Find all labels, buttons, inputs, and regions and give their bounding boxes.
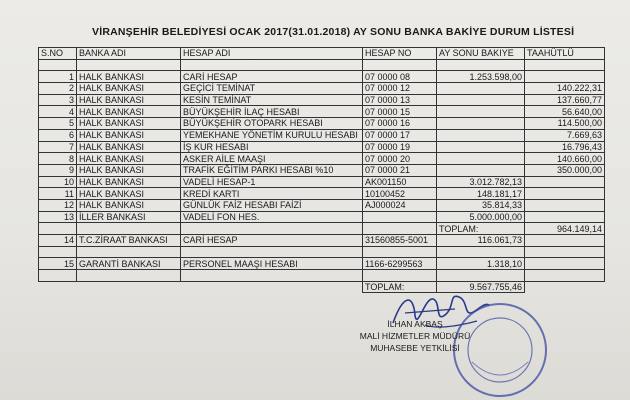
cell-sno: 15 xyxy=(39,258,77,270)
cell-balance: TOPLAM: xyxy=(437,223,525,235)
cell-committed: 114.500,00 xyxy=(525,118,605,130)
table-row xyxy=(39,246,605,258)
table-row xyxy=(39,188,605,200)
cell-sno: 5 xyxy=(39,118,77,130)
cell-bank-name: HALK BANKASI xyxy=(77,106,181,118)
cell-account-name: GEÇİCİ TEMİNAT xyxy=(181,83,363,95)
blank-cell xyxy=(525,281,605,293)
cell-account-name xyxy=(181,246,363,258)
header-account-no: HESAP NO xyxy=(363,48,437,60)
cell-committed: 56.640,00 xyxy=(525,106,605,118)
cell-sno xyxy=(39,223,77,235)
cell-account-name: VADELİ HESAP-1 xyxy=(181,176,363,188)
cell-account-name: YEMEKHANE YÖNETİM KURULU HESABI xyxy=(181,129,363,141)
cell-bank-name: HALK BANKASI xyxy=(77,83,181,95)
blank-cell xyxy=(39,281,77,293)
table-row xyxy=(39,129,605,141)
document-title: VİRANŞEHİR BELEDİYESİ OCAK 2017(31.01.2018) AY SONU BANKA BAKİYE DURUM LİSTESİ xyxy=(92,26,575,38)
cell-bank-name xyxy=(77,246,181,258)
header-committed: TAAHÜTLÜ xyxy=(525,48,605,60)
cell-balance: 5.000.000,00 xyxy=(437,211,525,223)
table-row xyxy=(39,59,605,71)
cell-account-name: BÜYÜKŞEHİR İLAÇ HESABI xyxy=(181,106,363,118)
cell-sno: 12 xyxy=(39,199,77,211)
cell-balance xyxy=(437,83,525,95)
cell-balance: 1.253.598,00 xyxy=(437,71,525,83)
cell-sno xyxy=(39,270,77,282)
cell-bank-name: HALK BANKASI xyxy=(77,176,181,188)
table-row xyxy=(39,270,605,282)
table-row xyxy=(39,211,605,223)
cell-committed: 140.222,31 xyxy=(525,83,605,95)
cell-account-no: 07 0000 15 xyxy=(363,106,437,118)
cell-bank-name: GARANTİ BANKASI xyxy=(77,258,181,270)
blank-cell xyxy=(77,281,181,293)
cell-bank-name: HALK BANKASI xyxy=(77,153,181,165)
cell-bank-name: HALK BANKASI xyxy=(77,118,181,130)
cell-account-name: CARİ HESAP xyxy=(181,235,363,247)
cell-bank-name: HALK BANKASI xyxy=(77,188,181,200)
cell-sno: 6 xyxy=(39,129,77,141)
grand-total-label: TOPLAM: xyxy=(363,281,437,293)
cell-committed xyxy=(525,59,605,71)
cell-balance xyxy=(437,118,525,130)
cell-sno: 1 xyxy=(39,71,77,83)
cell-committed: 7.669,63 xyxy=(525,129,605,141)
table-row xyxy=(39,258,605,270)
cell-bank-name: İLLER BANKASI xyxy=(77,211,181,223)
cell-account-no xyxy=(363,211,437,223)
cell-committed xyxy=(525,246,605,258)
cell-committed xyxy=(525,71,605,83)
cell-account-no: 07 0000 08 xyxy=(363,71,437,83)
cell-balance: 1.318,10 xyxy=(437,258,525,270)
cell-account-name: GÜNLÜK FAİZ HESABI FAİZİ xyxy=(181,199,363,211)
cell-account-name: PERSONEL MAAŞI HESABI xyxy=(181,258,363,270)
cell-balance xyxy=(437,106,525,118)
table-row xyxy=(39,118,605,130)
cell-account-no: 1166-6299563 xyxy=(363,258,437,270)
cell-account-name xyxy=(181,59,363,71)
cell-balance xyxy=(437,129,525,141)
cell-committed xyxy=(525,199,605,211)
cell-committed xyxy=(525,188,605,200)
cell-balance xyxy=(437,94,525,106)
cell-account-no xyxy=(363,223,437,235)
cell-sno: 13 xyxy=(39,211,77,223)
cell-sno: 10 xyxy=(39,176,77,188)
header-sno: S.NO xyxy=(39,48,77,60)
cell-account-no: 31560855-5001 xyxy=(363,235,437,247)
cell-committed xyxy=(525,258,605,270)
cell-account-no xyxy=(363,270,437,282)
cell-balance xyxy=(437,153,525,165)
cell-balance xyxy=(437,164,525,176)
cell-account-no: AJ000024 xyxy=(363,199,437,211)
cell-account-no xyxy=(363,59,437,71)
cell-sno: 11 xyxy=(39,188,77,200)
cell-account-name: İŞ KUR HESABI xyxy=(181,141,363,153)
table-row xyxy=(39,106,605,118)
signatory-title-1: MALİ HİZMETLER MÜDÜRÜ xyxy=(359,331,471,341)
cell-bank-name: HALK BANKASI xyxy=(77,141,181,153)
cell-committed: 350.000,00 xyxy=(525,164,605,176)
cell-balance xyxy=(437,270,525,282)
cell-bank-name: HALK BANKASI xyxy=(77,71,181,83)
cell-account-name: KESİN TEMİNAT xyxy=(181,94,363,106)
header-account-name: HESAP ADI xyxy=(181,48,363,60)
cell-balance xyxy=(437,59,525,71)
cell-committed: 964.149,14 xyxy=(525,223,605,235)
cell-sno: 8 xyxy=(39,153,77,165)
cell-committed xyxy=(525,270,605,282)
cell-balance: 35.814,33 xyxy=(437,199,525,211)
blank-cell xyxy=(181,281,363,293)
cell-account-no: 07 0000 17 xyxy=(363,129,437,141)
cell-account-no: 07 0000 12 xyxy=(363,83,437,95)
cell-account-no: 07 0000 13 xyxy=(363,94,437,106)
cell-bank-name xyxy=(77,270,181,282)
grand-total-value: 9.567.755,46 xyxy=(437,281,525,293)
cell-committed: 137.660,77 xyxy=(525,94,605,106)
cell-sno xyxy=(39,246,77,258)
cell-sno: 14 xyxy=(39,235,77,247)
header-month-end-balance: AY SONU BAKIYE xyxy=(437,48,525,60)
cell-account-name: CARİ HESAP xyxy=(181,71,363,83)
cell-account-no xyxy=(363,246,437,258)
table-row xyxy=(39,223,605,235)
balance-table xyxy=(38,47,605,293)
cell-sno xyxy=(39,59,77,71)
table-row xyxy=(39,164,605,176)
cell-account-no: 10100452 xyxy=(363,188,437,200)
cell-committed: 16.796,43 xyxy=(525,141,605,153)
cell-balance xyxy=(437,246,525,258)
cell-account-name: BÜYÜKŞEHİR OTOPARK HESABI xyxy=(181,118,363,130)
signatory-title-2: MUHASEBE YETKİLİSİ xyxy=(370,343,460,353)
cell-sno: 3 xyxy=(39,94,77,106)
cell-account-no: 07 0000 21 xyxy=(363,164,437,176)
cell-account-name: ASKER AİLE MAAŞI xyxy=(181,153,363,165)
cell-bank-name: HALK BANKASI xyxy=(77,129,181,141)
cell-account-no: 07 0000 20 xyxy=(363,153,437,165)
table-row xyxy=(39,176,605,188)
cell-sno: 9 xyxy=(39,164,77,176)
table-row xyxy=(39,153,605,165)
cell-committed xyxy=(525,176,605,188)
signature-block xyxy=(330,318,500,354)
cell-bank-name: HALK BANKASI xyxy=(77,164,181,176)
cell-account-no: 07 0000 16 xyxy=(363,118,437,130)
cell-balance: 3.012.782,13 xyxy=(437,176,525,188)
cell-account-name: VADELİ FON HES. xyxy=(181,211,363,223)
cell-balance: 116.061,73 xyxy=(437,235,525,247)
table-header-row xyxy=(39,48,605,60)
cell-account-no: AK001150 xyxy=(363,176,437,188)
cell-account-name: KREDİ KARTI xyxy=(181,188,363,200)
cell-balance: 148.181,17 xyxy=(437,188,525,200)
cell-bank-name: T.C.ZİRAAT BANKASI xyxy=(77,235,181,247)
cell-balance xyxy=(437,141,525,153)
cell-account-name: TRAFİK EĞİTİM PARKI HESABI %10 xyxy=(181,164,363,176)
cell-bank-name xyxy=(77,223,181,235)
cell-sno: 7 xyxy=(39,141,77,153)
cell-committed xyxy=(525,211,605,223)
cell-account-name xyxy=(181,270,363,282)
cell-sno: 2 xyxy=(39,83,77,95)
table-row xyxy=(39,71,605,83)
table-row xyxy=(39,199,605,211)
cell-committed: 140.660,00 xyxy=(525,153,605,165)
cell-account-no: 07 0000 19 xyxy=(363,141,437,153)
header-bank-name: BANKA ADI xyxy=(77,48,181,60)
table-row xyxy=(39,235,605,247)
cell-committed xyxy=(525,235,605,247)
table-row xyxy=(39,94,605,106)
cell-bank-name: HALK BANKASI xyxy=(77,94,181,106)
cell-sno: 4 xyxy=(39,106,77,118)
table-row xyxy=(39,141,605,153)
grand-total-row xyxy=(39,281,605,293)
cell-bank-name: HALK BANKASI xyxy=(77,199,181,211)
signatory-name: İLHAN AKBAŞ xyxy=(387,319,443,329)
table-row xyxy=(39,83,605,95)
cell-bank-name xyxy=(77,59,181,71)
cell-account-name xyxy=(181,223,363,235)
